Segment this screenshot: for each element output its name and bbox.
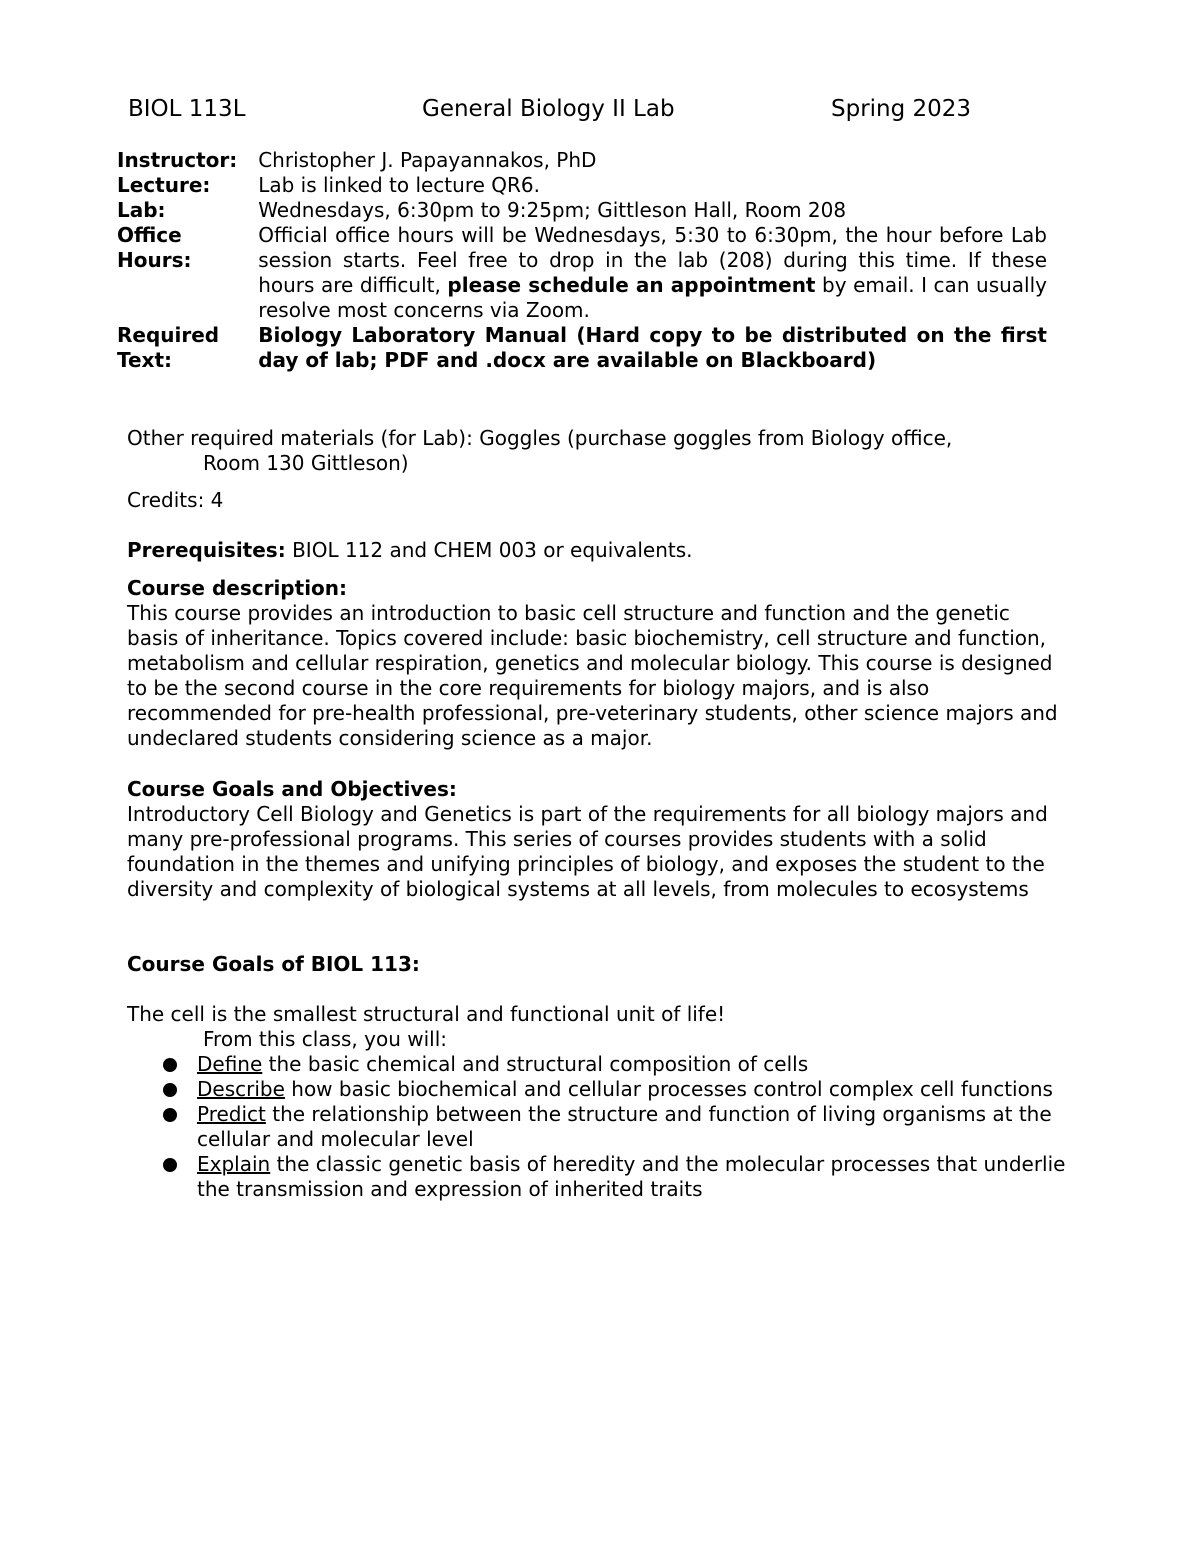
goal-verb: Define: [197, 1052, 263, 1076]
materials-line-1: Other required materials (for Lab): Goggles (purchase goggles from Biology office,: [127, 426, 953, 450]
instructor-label: Instructor:: [117, 148, 238, 172]
course-goals-section: [127, 952, 1067, 1202]
course-description-heading: Course description:: [127, 576, 348, 600]
bullet-icon: [163, 1083, 177, 1097]
course-goals-subintro: From this class, you will:: [203, 1027, 447, 1051]
course-description-text: This course provides an introduction to basic cell structure and function and the genetic basis of inheritance. Topics covered include: basic biochemistry, cell structure and function, metabolism and cellular respiration, genetics and molecular biology. This course is designed to be the second course in the core requirements for biology majors, and is also recommended for pre-health professional, pre-veterinary students, other science majors and undeclared students considering science as a major.: [127, 601, 1058, 750]
materials-block: [127, 426, 1067, 476]
lecture-label: Lecture:: [117, 173, 211, 197]
materials-line-2: Room 130 Gittleson): [203, 451, 409, 475]
course-term: Spring 2023: [831, 96, 972, 122]
bullet-icon: [163, 1058, 177, 1072]
goal-text: how basic biochemical and cellular processes control complex cell functions: [284, 1077, 1053, 1101]
goal-text: the classic genetic basis of heredity and the molecular processes that underlie the transmission and expression of inherited traits: [197, 1152, 1066, 1201]
prerequisites-label: Prerequisites:: [127, 538, 286, 562]
document-header: [0, 96, 1200, 128]
office-hours-label: Office Hours:: [117, 223, 192, 272]
lab-label: Lab:: [117, 198, 166, 222]
office-hours-emphasis: please schedule an appointment: [447, 273, 816, 297]
list-item: [127, 1052, 1067, 1077]
instructor-row: [117, 148, 1047, 173]
course-code: BIOL 113L: [128, 96, 246, 122]
lecture-value: Lab is linked to lecture QR6.: [258, 173, 540, 197]
prerequisites-value: BIOL 112 and CHEM 003 or equivalents.: [285, 538, 693, 562]
course-goals-list: [127, 1052, 1067, 1202]
prerequisites-line: [127, 538, 1067, 563]
goal-text: the relationship between the structure and function of living organisms at the cellular and molecular level: [197, 1102, 1052, 1151]
goal-verb: Explain: [197, 1152, 271, 1176]
lecture-row: [117, 173, 1047, 198]
credits-line: Credits: 4: [127, 488, 224, 512]
instructor-value: Christopher J. Papayannakos, PhD: [258, 148, 597, 172]
bullet-icon: [163, 1108, 177, 1122]
office-hours-text-1: Official office hours will be Wednesdays, 5:30 to 6:30pm, the hour before Lab session starts. Feel free to drop in the lab (208) during this time. If these hours are difficult,: [258, 223, 1047, 297]
lab-row: [117, 198, 1047, 223]
required-text-value: Biology Laboratory Manual (Hard copy to be distributed on the first day of lab; PDF and .docx are available on Blackboard): [258, 323, 1047, 372]
course-title: General Biology II Lab: [422, 96, 675, 122]
list-item: [127, 1102, 1067, 1152]
bullet-icon: [163, 1158, 177, 1172]
list-item: [127, 1077, 1067, 1102]
course-objectives-section: [127, 777, 1067, 902]
required-text-label: Required Text:: [117, 323, 220, 372]
office-hours-value: [258, 223, 1047, 323]
course-goals-heading: Course Goals of BIOL 113:: [127, 952, 420, 976]
list-item: [127, 1152, 1067, 1202]
office-hours-text-2: by email. I can usually resolve most concerns via Zoom.: [258, 273, 1047, 322]
goal-verb: Predict: [197, 1102, 266, 1126]
lab-value: Wednesdays, 6:30pm to 9:25pm; Gittleson Hall, Room 208: [258, 198, 847, 222]
goal-verb: Describe: [197, 1077, 285, 1101]
required-text-row: [117, 323, 1047, 373]
course-description-section: [127, 576, 1067, 751]
course-objectives-heading: Course Goals and Objectives:: [127, 777, 457, 801]
course-goals-intro: The cell is the smallest structural and functional unit of life!: [127, 1002, 726, 1026]
office-hours-row: [117, 223, 1047, 323]
course-objectives-text: Introductory Cell Biology and Genetics is part of the requirements for all biology majors and many pre-professional programs. This series of courses provides students with a solid foundation in the themes and unifying principles of biology, and exposes the student to the diversity and complexity of biological systems at all levels, from molecules to ecosystems: [127, 802, 1048, 901]
goal-text: the basic chemical and structural composition of cells: [262, 1052, 809, 1076]
course-info-table: [117, 148, 1047, 373]
